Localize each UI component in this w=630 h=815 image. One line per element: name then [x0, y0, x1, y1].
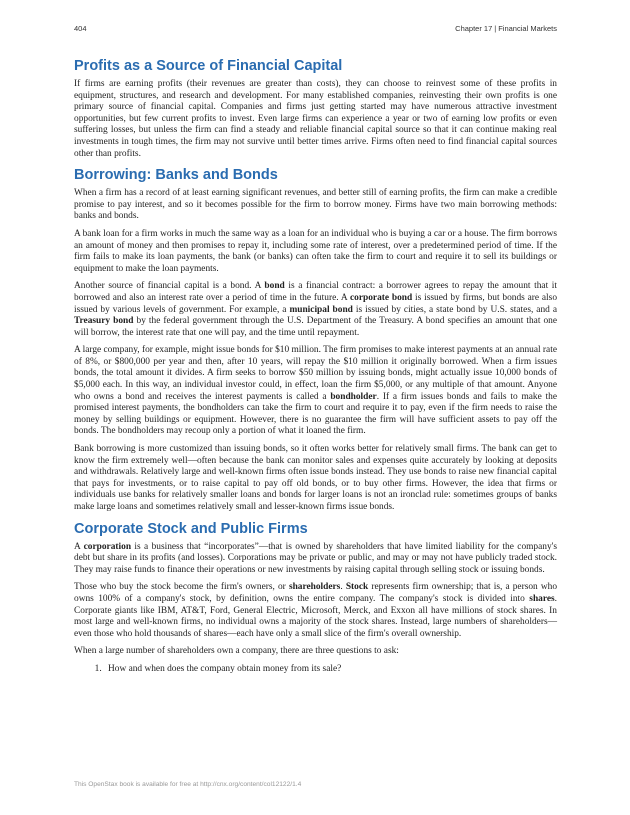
page-number: 404 [74, 24, 87, 33]
key-term: Treasury bond [74, 316, 134, 327]
text-run: is a financial contract: a borrower agrees to repay the amount that it borrowed and also an interest rate over a period of time in the future. A [74, 281, 557, 303]
text-run: . [340, 582, 346, 593]
text-run: Those who buy the stock become the firm's owners, or [74, 582, 289, 593]
key-term: shareholders [288, 582, 341, 593]
paragraph [74, 229, 557, 275]
text-run: is a business that “incorporates”—that is owned by shareholders that have limited liability for the company's debt but share in its profits (and losses). Corporations may be private or public, and may or may not have publicly traded stock. They may raise funds to finance their operations or new investments by raising capital through selling stock or issuing bonds. [74, 541, 557, 575]
text-run: is issued by firms, but bonds are also issued by various levels of government. For example, a [74, 292, 558, 315]
text-run: A bank loan for a firm works in much the same way as a loan for an individual who is buying a car or a house. The firm borrows an amount of money and then promises to repay it, including some rate of interest, over a predetermined period of time. If the firm fails to make its loan payments, the bank (or banks) can often take the firm to court and require it to sell its buildings or equipment to make the loan payments. [74, 228, 557, 274]
paragraph [74, 188, 557, 223]
paragraph [74, 582, 557, 640]
list-item: 1. How and when does the company obtain money from its sale? [104, 664, 557, 676]
key-term: municipal bond [289, 304, 353, 315]
key-term: Stock [345, 582, 369, 593]
question-list [74, 664, 557, 676]
page-content [74, 57, 557, 676]
key-term: bond [264, 281, 285, 292]
text-run: If firms are earning profits (their revenues are greater than costs), they can choose to reinvest some of these profits in equipment, structures, and research and development. For many established companies, reinvesting their own profits is one primary source of financial capital. Companies and firms just getting started may have numerous attractive investment opportunities, but few current profits to invest. Even large firms can experience a year or two of earning low profits or even suffering losses, but unless the firm can find a steady and reliable financial capital source so that it can continue making real investments in tough times, the firm may not survive until better times arrive. Firms often need to find financial capital sources other than profits. [74, 79, 557, 159]
section-label: Financial Markets [498, 24, 557, 33]
text-run: A large company, for example, might issue bonds for $10 million. The firm promises to make interest payments at an annual rate of 8%, or $800,000 per year and then, after 10 years, will repay the $10 million it originally borrowed. When a firm issues bonds, the total amount it divides. A firm seeks to borrow $50 million by issuing bonds, might actually issue 10,000 bonds of $5,000 each. In this way, an individual investor could, in effect, loan the firm $5,000, or any multiple of that amount. Anyone who owns a bond and receives the interest payments is called a [74, 345, 557, 402]
key-term: bondholder [330, 391, 377, 402]
paragraph [74, 281, 557, 339]
paragraph [74, 542, 557, 577]
section-heading: Borrowing: Banks and Bonds [74, 167, 278, 184]
text-run: is issued by cities, a state bond by U.S. states, and a [352, 304, 557, 315]
section-borrowing [74, 166, 557, 513]
chapter-label: Chapter 17 [455, 24, 493, 33]
text-run: . Corporate giants like IBM, AT&T, Ford, General Electric, Microsoft, Merck, and Exxon all have millions of stock shares. In most large and well-known firms, no individual owns a majority of the stock shares. Instead, large numbers of shareholders—even those who hold thousands of shares—each have only a small slice of the firm's overall ownership. [74, 593, 557, 639]
key-term: shares [529, 593, 555, 604]
text-run: Bank borrowing is more customized than issuing bonds, so it often works better for relatively small firms. The bank can get to know the firm extremely well—often because the bank can monitor sales and expenses quite accurately by looking at deposits and withdrawals. Relatively large and well-known firms often issue bonds instead. They use bonds to raise new financial capital that pays for investments, or to raise capital to pay off old bonds, or to buy other firms. However, the idea that firms or individuals use banks for relatively smaller loans and bonds for larger loans is not an ironclad rule: sometimes groups of banks make large loans and sometimes relatively small and lesser-known firms issue bonds. [74, 444, 557, 512]
section-heading: Corporate Stock and Public Firms [74, 520, 308, 537]
text-run: represents firm ownership; that is, a person who owns 100% of a company's stock, by definition, owns the entire company. The company's stock is divided into [74, 582, 558, 604]
paragraph [74, 646, 557, 658]
text-run: When a large number of shareholders own a company, there are three questions to ask: [74, 646, 399, 657]
section-profits [74, 57, 557, 160]
page-footer: This OpenStax book is available for free at http://cnx.org/content/col12122/1.4 [74, 781, 302, 788]
paragraph [74, 345, 557, 438]
separator: | [494, 24, 497, 33]
key-term: corporation [83, 541, 132, 552]
paragraph [74, 444, 557, 514]
text-run: by the federal government through the U.S. Department of the Treasury. A bond specifies an amount that one will borrow, the interest rate that one will pay, and the time until repayment. [74, 316, 558, 338]
running-head [455, 24, 557, 33]
text-run: When a firm has a record of at least earning significant revenues, and better still of earning profits, the firm can make a credible promise to pay interest, and so it becomes possible for the firm to borrow money. Firms have two main borrowing methods: banks and bonds. [74, 188, 557, 222]
key-term: corporate bond [350, 292, 413, 303]
text-run: A [74, 541, 84, 552]
section-heading: Profits as a Source of Financial Capital [74, 58, 343, 74]
text-run: Another source of financial capital is a bond. A [74, 281, 265, 292]
paragraph [74, 79, 557, 160]
section-corporate-stock [74, 520, 557, 676]
text-run: . If a firm issues bonds and fails to make the promised interest payments, the bondholders can take the firm to court and require it to pay, even if the firm needs to raise the money by selling buildings or equipment. However, there is no guarantee the firm will have sufficient assets to pay off the bonds. The bondholders may recoup only a portion of what it loaned the firm. [74, 391, 557, 437]
